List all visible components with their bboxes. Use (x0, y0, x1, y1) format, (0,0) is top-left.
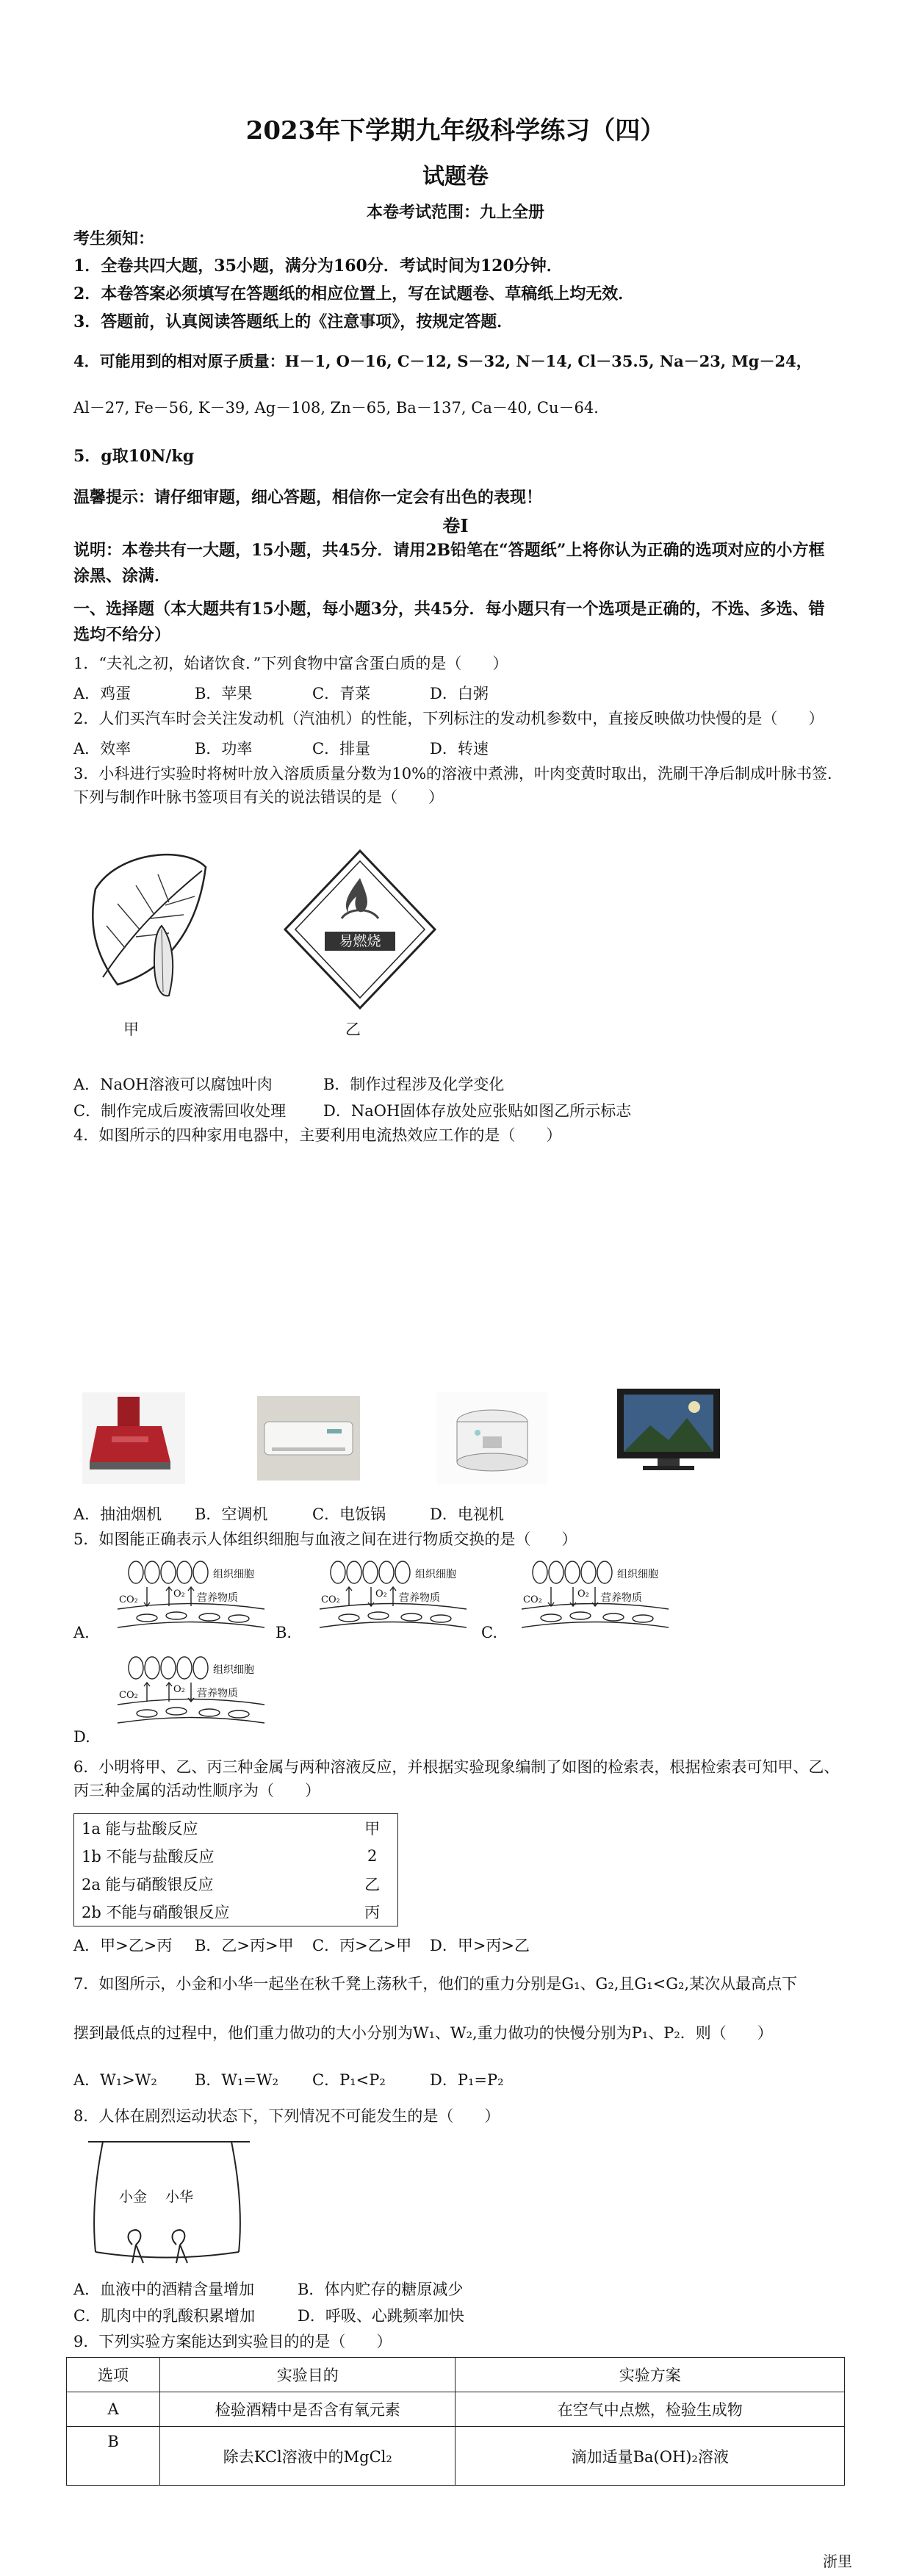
label-o2: O₂ (173, 1684, 185, 1695)
q2-option-d[interactable]: D．转速 (430, 740, 489, 758)
q1-option-a[interactable]: A．鸡蛋 (73, 685, 132, 702)
row-option: B (67, 2427, 160, 2486)
label-co2: CO₂ (321, 1594, 340, 1605)
q8-option-c[interactable]: C．肌肉中的乳酸积累增加 (73, 2307, 256, 2325)
rice-cooker-image (437, 1392, 547, 1484)
figure-label-jia: 甲 (123, 1021, 139, 1038)
q6-option-c[interactable]: C．丙>乙>甲 (312, 1937, 412, 1954)
q4-option-c[interactable]: C．电饭锅 (312, 1505, 386, 1523)
exchange-diagram-a (103, 1558, 272, 1638)
notice-item: 1．全卷共四大题，35小题，满分为160分．考试时间为120分钟． (73, 256, 563, 276)
q7-option-d[interactable]: D．P₁=P₂ (430, 2071, 504, 2089)
header-option: 选项 (67, 2358, 160, 2392)
row-purpose: 除去KCl溶液中的MgCl₂ (160, 2427, 455, 2486)
notice-item: Al－27, Fe－56, K－39, Ag－108, Zn－65, Ba－137, Ca－40, Cu－64． (73, 399, 610, 417)
key-row (74, 1898, 397, 1926)
q5-option-b[interactable]: B. (276, 1624, 292, 1641)
label-co2: CO₂ (119, 1594, 138, 1605)
q7-option-a[interactable]: A．W₁>W₂ (73, 2071, 157, 2089)
key-condition: 1a 能与盐酸反应 (82, 1820, 198, 1838)
label-nutrients: 营养物质 (197, 1592, 238, 1604)
q6-option-d[interactable]: D．甲>丙>乙 (430, 1937, 530, 1954)
key-row (74, 1842, 397, 1870)
table-row (67, 2427, 845, 2486)
row-purpose: 检验酒精中是否含有氧元素 (160, 2392, 455, 2427)
experiment-table (66, 2357, 845, 2486)
key-condition: 2b 不能与硝酸银反应 (82, 1904, 230, 1921)
swing-figure (73, 2134, 257, 2274)
q3-option-c[interactable]: C．制作完成后废液需回收处理 (73, 1102, 287, 1120)
page-title: 2023年下学期九年级科学练习（四） (245, 116, 666, 145)
section-description: 说明：本卷共有一大题，15小题，共45分．请用2B铅笔在“答题纸”上将你认为正确的选项对应的小方框涂黑、涂满． (73, 541, 825, 586)
label-o2: O₂ (173, 1589, 185, 1600)
notice-heading: 考生须知： (73, 229, 155, 248)
section-heading: 卷Ⅰ (442, 515, 469, 536)
air-conditioner-image (257, 1396, 360, 1481)
q2-option-a[interactable]: A．效率 (73, 740, 132, 758)
label-o2: O₂ (577, 1589, 589, 1600)
label-tissue-cell: 组织细胞 (213, 1569, 254, 1580)
television-icon (613, 1385, 724, 1481)
key-result: 2 (367, 1847, 378, 1865)
exchange-diagram-c (507, 1558, 676, 1638)
key-table (73, 1813, 398, 1926)
header-plan: 实验方案 (455, 2358, 845, 2392)
label-o2: O₂ (375, 1589, 387, 1600)
q6-option-b[interactable]: B．乙>丙>甲 (195, 1937, 294, 1954)
key-result: 丙 (364, 1904, 381, 1921)
q5-option-a[interactable]: A. (73, 1624, 90, 1641)
q5-option-c[interactable]: C. (481, 1624, 497, 1641)
row-plan: 在空气中点燃，检验生成物 (455, 2392, 845, 2427)
label-nutrients: 营养物质 (601, 1592, 642, 1604)
question-2-stem: 2．人们买汽车时会关注发动机（汽油机）的性能，下列标注的发动机参数中，直接反映做功快慢的是（ ） (73, 710, 824, 727)
key-row (74, 1870, 397, 1898)
exam-scope: 本卷考试范围：九上全册 (366, 203, 544, 222)
q5-option-d[interactable]: D. (73, 1728, 90, 1746)
exchange-diagram-d (103, 1653, 272, 1734)
q6-option-a[interactable]: A．甲>乙>丙 (73, 1937, 173, 1954)
key-result: 甲 (364, 1820, 381, 1838)
notice-item: 5．g取10N/kg (73, 447, 195, 466)
q4-option-a[interactable]: A．抽油烟机 (73, 1505, 162, 1523)
part-title: 一、选择题（本大题共有15小题，每小题3分，共45分．每小题只有一个选项是正确的，不选、多选、错选均不给分） (73, 600, 825, 645)
leaf-figure (73, 845, 220, 1014)
television-image (613, 1385, 724, 1481)
figure-label-yi: 乙 (345, 1021, 361, 1038)
question-6-stem: 6．小明将甲、乙、丙三种金属与两种溶液反应，并根据实验现象编制了如图的检索表，根据检索表可知甲、乙、丙三种金属的活动性顺序为（ ） (73, 1758, 840, 1799)
key-row (74, 1814, 397, 1842)
flammable-sign (279, 845, 441, 1014)
label-nutrients: 营养物质 (399, 1592, 440, 1604)
question-7-stem-line2: 摆到最低点的过程中，他们重力做功的大小分别为W₁、W₂,重力做功的快慢分别为P₁、P₂．则（ ） (73, 2024, 773, 2042)
label-tissue-cell: 组织细胞 (415, 1569, 456, 1580)
q8-option-b[interactable]: B．体内贮存的糖原减少 (298, 2281, 464, 2298)
question-7-stem-line1: 7．如图所示，小金和小华一起坐在秋千凳上荡秋千，他们的重力分别是G₁、G₂,且G₁<G₂,某次从最高点下 (73, 1975, 798, 1993)
q2-option-b[interactable]: B．功率 (195, 740, 253, 758)
row-option: A (67, 2392, 160, 2427)
key-condition: 2a 能与硝酸银反应 (82, 1876, 214, 1893)
q1-option-b[interactable]: B．苹果 (195, 685, 253, 702)
q3-option-a[interactable]: A．NaOH溶液可以腐蚀叶肉 (73, 1076, 273, 1093)
question-8-stem: 8．人体在剧烈运动状态下，下列情况不可能发生的是（ ） (73, 2107, 500, 2125)
q4-option-d[interactable]: D．电视机 (430, 1505, 504, 1523)
q7-option-b[interactable]: B．W₁=W₂ (195, 2071, 279, 2089)
q8-option-d[interactable]: D．呼吸、心跳频率加快 (298, 2307, 464, 2325)
range-hood-icon (82, 1392, 185, 1484)
notice-item: 3．答题前，认真阅读答题纸上的《注意事项》，按规定答题． (73, 312, 514, 331)
table-header-row (67, 2358, 845, 2392)
header-purpose: 实验目的 (160, 2358, 455, 2392)
label-tissue-cell: 组织细胞 (213, 1664, 254, 1676)
key-condition: 1b 不能与盐酸反应 (82, 1848, 215, 1866)
swing-label-xiaohua: 小华 (165, 2189, 194, 2205)
label-co2: CO₂ (119, 1690, 138, 1701)
exchange-diagram-b (305, 1558, 474, 1638)
question-9-stem: 9．下列实验方案能达到实验目的的是（ ） (73, 2333, 392, 2350)
table-row (67, 2392, 845, 2427)
flammable-sign-text: 易燃烧 (339, 933, 381, 949)
question-3-stem: 3．小科进行实验时将树叶放入溶质质量分数为10%的溶液中煮沸，叶肉变黄时取出，洗刷干净后制成叶脉书签．下列与制作叶脉书签项目有关的说法错误的是（ ） (73, 765, 843, 806)
range-hood-image (82, 1392, 185, 1484)
q3-option-b[interactable]: B．制作过程涉及化学变化 (323, 1076, 505, 1093)
q4-option-b[interactable]: B．空调机 (195, 1505, 268, 1523)
q3-option-d[interactable]: D．NaOH固体存放处应张贴如图乙所示标志 (323, 1102, 632, 1120)
flammable-sign-icon (279, 845, 441, 1014)
q7-option-c[interactable]: C．P₁<P₂ (312, 2071, 386, 2089)
warm-tip: 温馨提示：请仔细审题，细心答题，相信你一定会有出色的表现！ (73, 488, 543, 507)
label-co2: CO₂ (523, 1594, 542, 1605)
label-tissue-cell: 组织细胞 (617, 1569, 658, 1580)
label-nutrients: 营养物质 (197, 1688, 238, 1699)
question-4-stem: 4．如图所示的四种家用电器中，主要利用电流热效应工作的是（ ） (73, 1126, 562, 1144)
notice-item: 4．可能用到的相对原子质量：H－1, O－16, C－12, S－32, N－14, Cl－35.5, Na－23, Mg－24， (73, 352, 812, 370)
air-conditioner-icon (257, 1396, 360, 1481)
page-subtitle: 试题卷 (422, 164, 489, 190)
footer-corner-text: 浙里 (823, 2552, 852, 2570)
row-plan: 滴加适量Ba(OH)₂溶液 (455, 2427, 845, 2486)
swing-label-xiaojin: 小金 (119, 2189, 148, 2205)
q8-option-a[interactable]: A．血液中的酒精含量增加 (73, 2281, 255, 2298)
notice-item: 2．本卷答案必须填写在答题纸的相应位置上，写在试题卷、草稿纸上均无效． (73, 284, 635, 303)
q1-option-d[interactable]: D．白粥 (430, 685, 489, 702)
rice-cooker-icon (437, 1392, 547, 1484)
question-5-stem: 5．如图能正确表示人体组织细胞与血液之间在进行物质交换的是（ ） (73, 1530, 577, 1548)
key-result: 乙 (364, 1876, 381, 1893)
q2-option-c[interactable]: C．排量 (312, 740, 371, 758)
question-1-stem: 1．“夫礼之初，始诸饮食．”下列食物中富含蛋白质的是（ ） (73, 655, 508, 672)
q1-option-c[interactable]: C．青菜 (312, 685, 371, 702)
leaf-icon (73, 845, 220, 1014)
